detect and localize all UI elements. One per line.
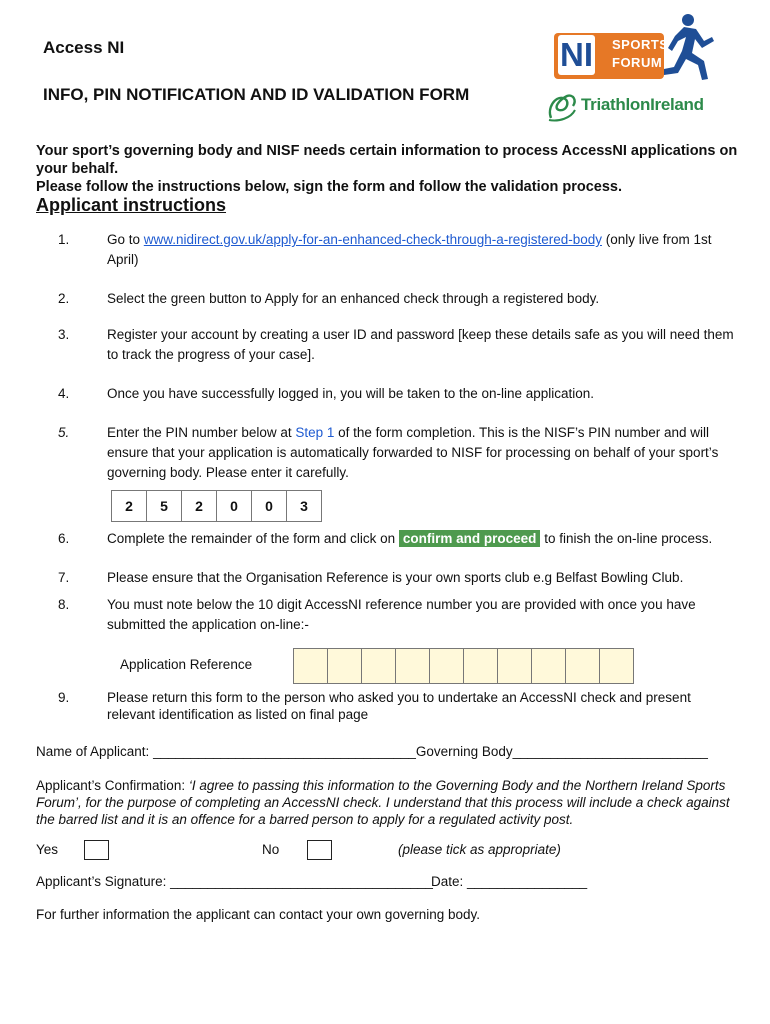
signature-field[interactable] — [36, 874, 433, 889]
name-of-applicant-label: Name of Applicant: ___________________________________ — [36, 744, 416, 759]
date-line: ________________ — [467, 874, 588, 889]
yes-checkbox[interactable] — [84, 840, 109, 860]
pin-digit: 2 — [112, 491, 147, 522]
step-text: Select the green button to Apply for an enhanced check through a registered body. — [107, 291, 600, 306]
application-reference-boxes — [293, 648, 634, 684]
step-number: 7. — [58, 570, 70, 585]
applicant-confirmation — [36, 777, 736, 828]
triathlon-swirl-icon — [545, 90, 579, 124]
step-text: Enter the PIN number below at Step 1 of the form completion. This is the NISF’s PIN number and will ensure that your application is automatically forwarded to NISF for processing on behalf of your sport’s governing body. Please enter it carefully. — [107, 425, 719, 480]
step-text: Complete the remainder of the form and click on confirm and proceed to finish the on-line process. — [107, 531, 713, 546]
nidirect-link[interactable]: www.nidirect.gov.uk/apply-for-an-enhanced-check-through-a-registered-body — [143, 232, 603, 247]
step-number: 8. — [58, 597, 70, 612]
reference-digit-box[interactable] — [464, 649, 498, 684]
confirm-and-proceed-label: confirm and proceed — [399, 530, 541, 547]
reference-digit-box[interactable] — [328, 649, 362, 684]
reference-digit-box[interactable] — [396, 649, 430, 684]
step-number: 9. — [58, 690, 70, 705]
nisf-logo — [554, 11, 714, 81]
tick-hint: (please tick as appropriate) — [398, 842, 561, 857]
no-label: No — [262, 842, 280, 857]
application-reference-label: Application Reference — [120, 657, 253, 672]
pin-digit: 3 — [287, 491, 322, 522]
triathlon-ireland-logo — [545, 88, 715, 128]
step-number: 2. — [58, 291, 70, 306]
reference-digit-box[interactable] — [498, 649, 532, 684]
nisf-logo-line1: SPORTS — [612, 37, 669, 52]
step-number: 6. — [58, 531, 70, 546]
step-text: Once you have successfully logged in, you will be taken to the on-line application. — [107, 386, 595, 401]
yes-label: Yes — [36, 842, 59, 857]
pin-digit: 2 — [182, 491, 217, 522]
pin-digit: 0 — [217, 491, 252, 522]
date-field[interactable] — [431, 874, 587, 889]
step-number: 1. — [58, 232, 70, 247]
date-label: Date: — [431, 874, 468, 889]
step-text: You must note below the 10 digit AccessNI reference number you are provided with once you have submitted the application on-line:- — [107, 597, 696, 632]
step-1-reference: Step 1 — [295, 425, 335, 440]
form-title: INFO, PIN NOTIFICATION AND ID VALIDATION FORM — [43, 85, 470, 104]
signature-label: Applicant’s Signature: — [36, 874, 171, 889]
governing-body-label: Governing Body__________________________ — [415, 744, 708, 759]
reference-digit-box[interactable] — [294, 649, 328, 684]
intro-line-2: Please follow the instructions below, sign the form and follow the validation process. — [36, 179, 622, 195]
confirmation-label: Applicant’s Confirmation: — [36, 778, 189, 793]
step-text: Register your account by creating a user ID and password [keep these details safe as you will need them to track the progress of your case]. — [107, 327, 734, 362]
step-number: 4. — [58, 386, 70, 401]
reference-digit-box[interactable] — [362, 649, 396, 684]
reference-digit-box[interactable] — [600, 649, 634, 684]
step-text: Please return this form to the person who asked you to undertake an AccessNI check and present relevant identification as listed on final page — [107, 690, 691, 722]
signature-line: ___________________________________ — [170, 874, 433, 889]
reference-digit-box[interactable] — [430, 649, 464, 684]
step-number: 3. — [58, 327, 70, 342]
runner-icon — [658, 11, 716, 83]
triathlon-logo-text: TriathlonIreland — [581, 95, 704, 114]
intro-text — [36, 142, 746, 196]
pin-digit: 5 — [147, 491, 182, 522]
reference-digit-box[interactable] — [532, 649, 566, 684]
step-number: 5. — [58, 425, 70, 440]
page-title: Access NI — [43, 38, 125, 57]
nisf-logo-line2: FORUM — [612, 55, 663, 70]
step-text: Please ensure that the Organisation Reference is your own sports club e.g Belfast Bowling Club. — [107, 570, 684, 585]
intro-line-1: Your sport’s governing body and NISF needs certain information to process AccessNI applications on your behalf. — [36, 143, 738, 177]
step-text: Go to www.nidirect.gov.uk/apply-for-an-enhanced-check-through-a-registered-body (only live from 1st April) — [107, 232, 712, 267]
confirmation-text: ‘I agree to passing this information to the Governing Body and the Northern Ireland Sports Forum’, for the purpose of completing an AccessNI check. I understand that this process will include a check against the barred list and it is an offence for a barred person to apply for a regulated activity post. — [36, 778, 730, 827]
pin-digit: 0 — [252, 491, 287, 522]
nisf-logo-ni: NI — [560, 36, 593, 73]
name-of-applicant-field[interactable] — [36, 744, 708, 759]
reference-digit-box[interactable] — [566, 649, 600, 684]
section-title: Applicant instructions — [36, 195, 227, 215]
pin-number-table — [111, 490, 322, 522]
footer-note: For further information the applicant can contact your own governing body. — [36, 907, 480, 922]
no-checkbox[interactable] — [307, 840, 332, 860]
